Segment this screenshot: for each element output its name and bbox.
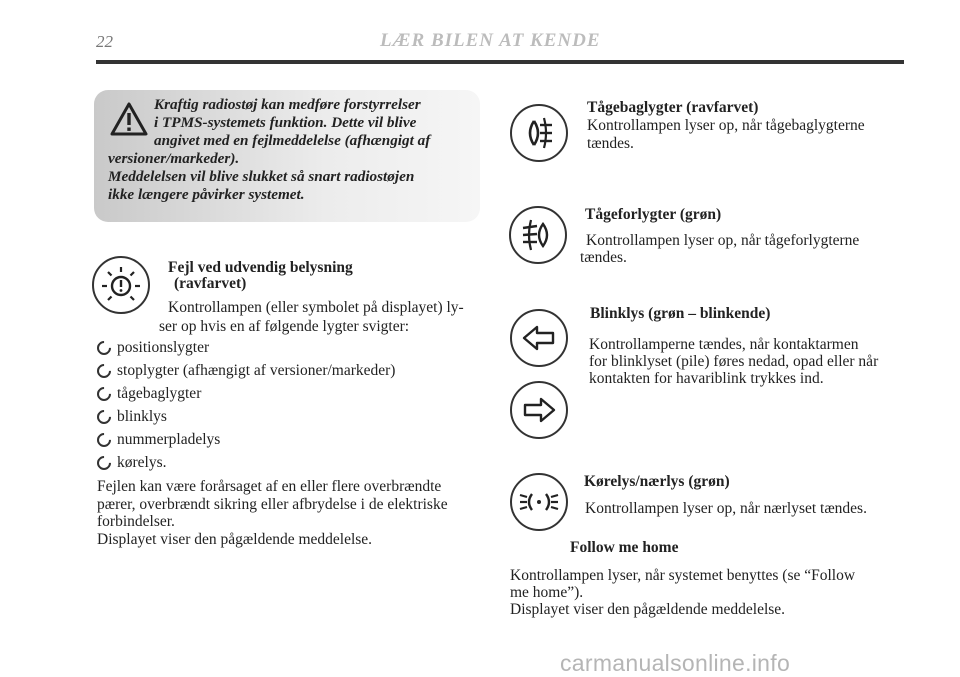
bullet-icon: [94, 338, 114, 358]
warning-line: i TPMS-systemets funktion. Dette vil blive: [154, 114, 417, 131]
exterior-fault-heading-color: (ravfarvet): [174, 275, 247, 292]
list-item: positionslygter: [97, 336, 497, 359]
warning-line: versioner/markeder).: [108, 150, 240, 167]
exterior-fault-paragraph: forbindelser.: [97, 513, 175, 530]
follow-me-heading: Follow me home: [570, 539, 679, 556]
front-fog-text: Kontrollampen lyser op, når tågeforlygterne: [586, 232, 860, 249]
right-arrow-icon: [510, 381, 568, 439]
warning-text: [108, 96, 472, 204]
follow-me-text: Displayet viser den pågældende meddelelse.: [510, 601, 786, 618]
indicators-heading: Blinklys (grøn – blinkende): [590, 305, 771, 322]
header-rule: [96, 60, 904, 64]
low-beam-icon: [510, 473, 568, 531]
indicators-text: for blinklyset (pile) føres nedad, opad eller når: [589, 353, 879, 370]
list-item: stoplygter (afhængigt af versioner/markeder): [97, 359, 497, 382]
front-fog-heading: Tågeforlygter (grøn): [585, 206, 722, 223]
bullet-icon: [94, 407, 114, 427]
indicators-text: kontakten for havariblink trykkes ind.: [589, 370, 824, 387]
indicators-text: Kontrollamperne tændes, når kontaktarmen: [589, 336, 859, 353]
front-fog-light-icon: [509, 206, 567, 264]
exterior-light-fault-icon: [92, 256, 150, 314]
page-header-title: LÆR BILEN AT KENDE: [380, 30, 601, 51]
rear-fog-text: Kontrollampen lyser op, når tågebaglygterne: [587, 117, 865, 134]
left-arrow-icon: [510, 309, 568, 367]
bullet-icon: [94, 384, 114, 404]
warning-line: angivet med en fejlmeddelelse (afhængigt af: [154, 132, 431, 149]
exterior-fault-text: ser op hvis en af følgende lygter svigter:: [159, 318, 410, 335]
exterior-fault-paragraph: Fejlen kan være forårsaget af en eller flere overbrændte: [97, 478, 442, 495]
bullet-icon: [94, 361, 114, 381]
follow-me-text: me home”).: [510, 584, 584, 601]
list-item: tågebaglygter: [97, 382, 497, 405]
list-item: nummerpladelys: [97, 428, 497, 451]
rear-fog-light-icon: [510, 104, 568, 162]
warning-line: Kraftig radiostøj kan medføre forstyrrelser: [154, 96, 421, 113]
page-number: 22: [96, 32, 113, 51]
exterior-fault-text: Kontrollampen (eller symbolet på displayet) ly-: [168, 299, 464, 316]
front-fog-text: tændes.: [580, 249, 627, 266]
list-item: blinklys: [97, 405, 497, 428]
rear-fog-heading: Tågebaglygter (ravfarvet): [587, 99, 759, 116]
exterior-fault-paragraph: Displayet viser den pågældende meddelelse.: [97, 531, 373, 548]
exterior-fault-heading: Fejl ved udvendig belysning: [168, 259, 353, 276]
follow-me-text: Kontrollampen lyser, når systemet benyttes (se “Follow: [510, 567, 856, 584]
list-item: kørelys.: [97, 451, 497, 474]
watermark: carmanualsonline.info: [560, 650, 791, 676]
bullet-icon: [94, 453, 114, 473]
exterior-fault-list: [97, 336, 497, 474]
low-beam-text: Kontrollampen lyser op, når nærlyset tændes.: [585, 500, 867, 517]
rear-fog-text: tændes.: [587, 135, 634, 152]
exterior-fault-paragraph: pærer, overbrændt sikring eller afbrydelse i de elektriske: [97, 496, 448, 513]
warning-line: Meddelelsen vil blive slukket så snart radiostøjen: [108, 168, 415, 185]
low-beam-heading: Kørelys/nærlys (grøn): [584, 473, 730, 490]
bullet-icon: [94, 430, 114, 450]
warning-line: ikke længere påvirker systemet.: [108, 186, 305, 203]
